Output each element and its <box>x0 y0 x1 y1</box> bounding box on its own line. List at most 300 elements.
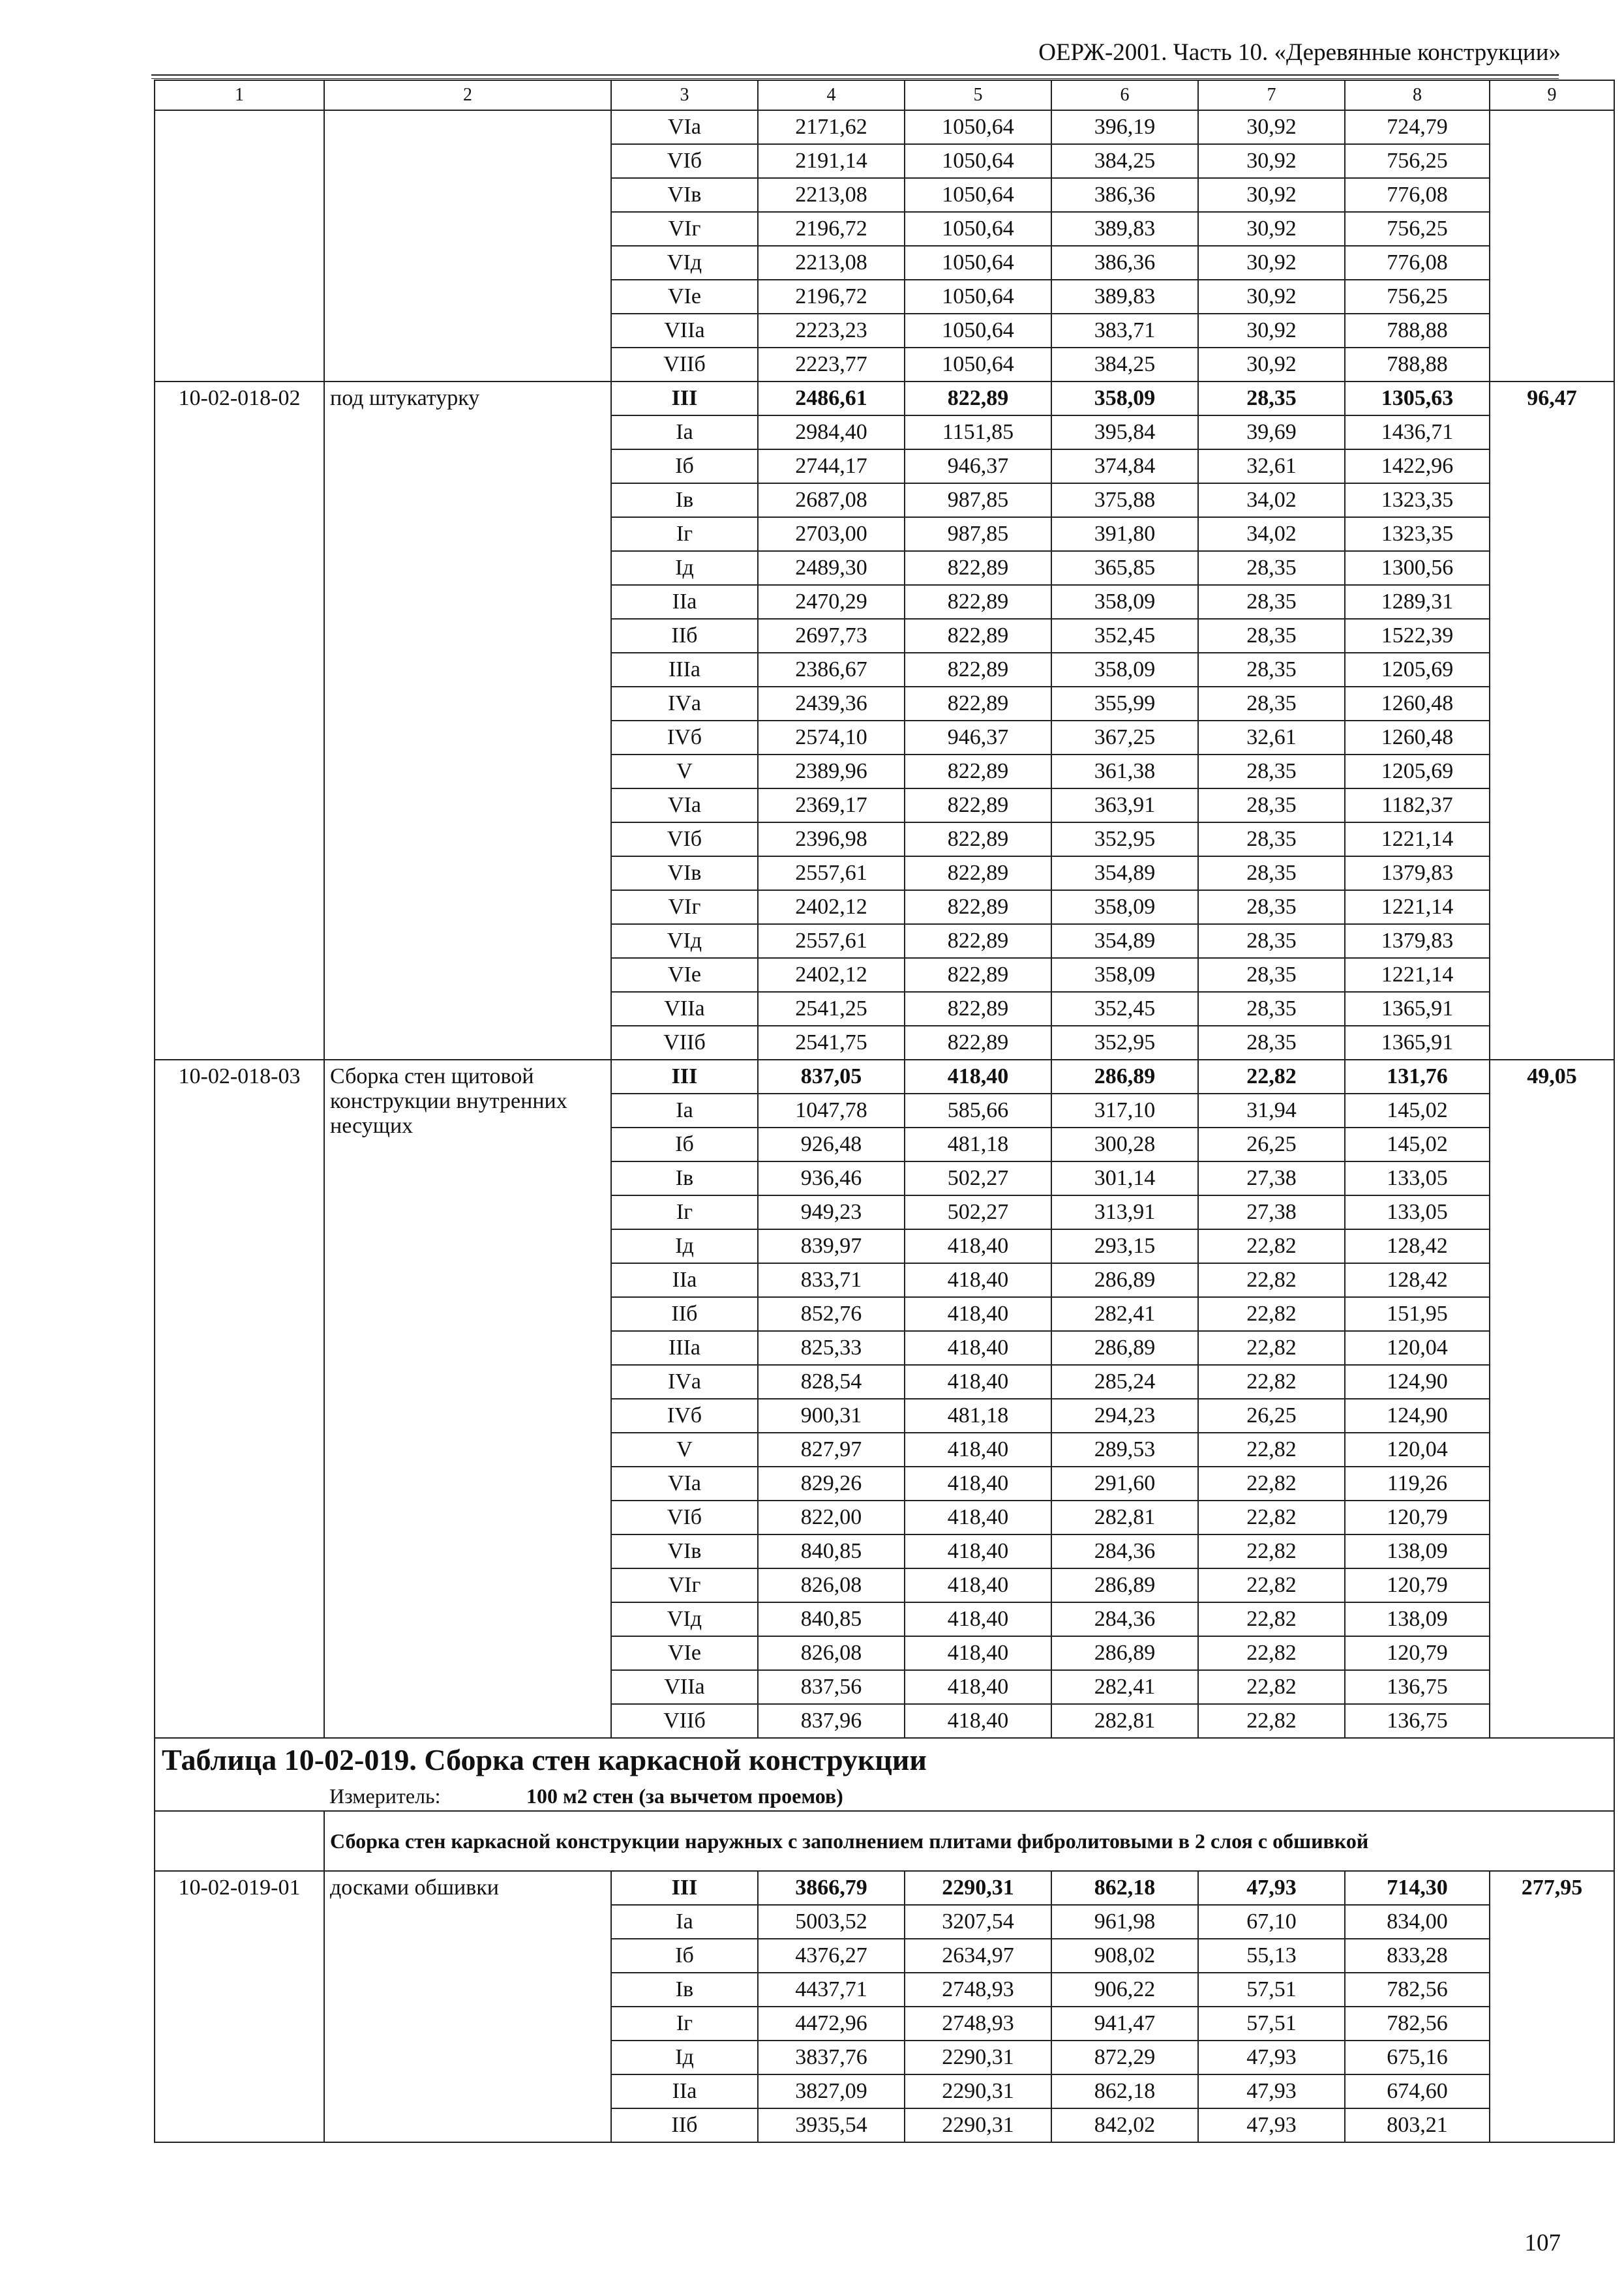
machine-cost-cell: 361,38 <box>1051 755 1198 788</box>
machine-cost-cell: 363,91 <box>1051 788 1198 822</box>
total-cost-cell: 2402,12 <box>758 958 905 992</box>
materials-cost-cell: 128,42 <box>1345 1263 1490 1297</box>
total-cost-cell: 2369,17 <box>758 788 905 822</box>
labor-cost-cell: 822,89 <box>905 755 1051 788</box>
labor-cost-cell: 822,89 <box>905 924 1051 958</box>
price-table <box>154 80 1615 2143</box>
machine-cost-cell: 286,89 <box>1051 1568 1198 1602</box>
zone-cell: Iв <box>611 1973 758 2007</box>
col9-cell: 96,47 <box>1490 382 1614 1060</box>
total-cost-cell: 2557,61 <box>758 924 905 958</box>
operator-wage-cell: 27,38 <box>1198 1161 1345 1195</box>
zone-cell: IIа <box>611 585 758 619</box>
materials-cost-cell: 1379,83 <box>1345 924 1490 958</box>
machine-cost-cell: 354,89 <box>1051 924 1198 958</box>
zone-cell: VIб <box>611 822 758 856</box>
materials-cost-cell: 1300,56 <box>1345 551 1490 585</box>
zone-cell: Iа <box>611 415 758 449</box>
zone-cell: VIг <box>611 890 758 924</box>
total-cost-cell: 826,08 <box>758 1568 905 1602</box>
col9-cell: 49,05 <box>1490 1060 1614 1738</box>
labor-cost-cell: 822,89 <box>905 890 1051 924</box>
materials-cost-cell: 119,26 <box>1345 1467 1490 1501</box>
labor-cost-cell: 418,40 <box>905 1263 1051 1297</box>
machine-cost-cell: 289,53 <box>1051 1433 1198 1467</box>
machine-cost-cell: 301,14 <box>1051 1161 1198 1195</box>
machine-cost-cell: 282,81 <box>1051 1501 1198 1534</box>
materials-cost-cell: 674,60 <box>1345 2074 1490 2108</box>
labor-cost-cell: 418,40 <box>905 1365 1051 1399</box>
zone-cell: Iб <box>611 1128 758 1161</box>
operator-wage-cell: 55,13 <box>1198 1939 1345 1973</box>
materials-cost-cell: 724,79 <box>1345 110 1490 144</box>
operator-wage-cell: 22,82 <box>1198 1060 1345 1094</box>
labor-cost-cell: 1050,64 <box>905 178 1051 212</box>
zone-cell: Iг <box>611 517 758 551</box>
zone-cell: Iд <box>611 2041 758 2074</box>
labor-cost-cell: 822,89 <box>905 992 1051 1026</box>
labor-cost-cell: 946,37 <box>905 449 1051 483</box>
zone-cell: VIIа <box>611 992 758 1026</box>
zone-cell: Iа <box>611 1905 758 1939</box>
total-cost-cell: 2196,72 <box>758 212 905 246</box>
zone-cell: Iд <box>611 551 758 585</box>
materials-cost-cell: 138,09 <box>1345 1534 1490 1568</box>
operator-wage-cell: 28,35 <box>1198 924 1345 958</box>
materials-cost-cell: 788,88 <box>1345 314 1490 348</box>
machine-cost-cell: 284,36 <box>1051 1534 1198 1568</box>
materials-cost-cell: 1379,83 <box>1345 856 1490 890</box>
machine-cost-cell: 389,83 <box>1051 280 1198 314</box>
operator-wage-cell: 30,92 <box>1198 110 1345 144</box>
machine-cost-cell: 367,25 <box>1051 721 1198 755</box>
total-cost-cell: 2541,75 <box>758 1026 905 1060</box>
labor-cost-cell: 2748,93 <box>905 1973 1051 2007</box>
operator-wage-cell: 22,82 <box>1198 1501 1345 1534</box>
labor-cost-cell: 418,40 <box>905 1229 1051 1263</box>
operator-wage-cell: 30,92 <box>1198 348 1345 382</box>
machine-cost-cell: 384,25 <box>1051 348 1198 382</box>
operator-wage-cell: 28,35 <box>1198 585 1345 619</box>
total-cost-cell: 949,23 <box>758 1195 905 1229</box>
total-cost-cell: 900,31 <box>758 1399 905 1433</box>
zone-cell: Iв <box>611 483 758 517</box>
materials-cost-cell: 1365,91 <box>1345 1026 1490 1060</box>
total-cost-cell: 828,54 <box>758 1365 905 1399</box>
total-cost-cell: 2984,40 <box>758 415 905 449</box>
total-cost-cell: 840,85 <box>758 1602 905 1636</box>
zone-cell: VIа <box>611 1467 758 1501</box>
labor-cost-cell: 502,27 <box>905 1161 1051 1195</box>
total-cost-cell: 2439,36 <box>758 687 905 721</box>
zone-cell: V <box>611 755 758 788</box>
labor-cost-cell: 418,40 <box>905 1060 1051 1094</box>
operator-wage-cell: 27,38 <box>1198 1195 1345 1229</box>
total-cost-cell: 2213,08 <box>758 246 905 280</box>
operator-wage-cell: 47,93 <box>1198 2074 1345 2108</box>
unit-row <box>155 1782 1614 1811</box>
operator-wage-cell: 28,35 <box>1198 1026 1345 1060</box>
table-row <box>155 1060 1614 1094</box>
materials-cost-cell: 1422,96 <box>1345 449 1490 483</box>
operator-wage-cell: 30,92 <box>1198 212 1345 246</box>
total-cost-cell: 829,26 <box>758 1467 905 1501</box>
machine-cost-cell: 862,18 <box>1051 1871 1198 1905</box>
operator-wage-cell: 28,35 <box>1198 382 1345 415</box>
materials-cost-cell: 675,16 <box>1345 2041 1490 2074</box>
materials-cost-cell: 136,75 <box>1345 1704 1490 1738</box>
total-cost-cell: 2196,72 <box>758 280 905 314</box>
machine-cost-cell: 365,85 <box>1051 551 1198 585</box>
zone-cell: III <box>611 1871 758 1905</box>
machine-cost-cell: 294,23 <box>1051 1399 1198 1433</box>
column-number: 8 <box>1345 80 1490 110</box>
operator-wage-cell: 39,69 <box>1198 415 1345 449</box>
machine-cost-cell: 386,36 <box>1051 246 1198 280</box>
total-cost-cell: 827,97 <box>758 1433 905 1467</box>
operator-wage-cell: 22,82 <box>1198 1229 1345 1263</box>
operator-wage-cell: 22,82 <box>1198 1568 1345 1602</box>
zone-cell: VIд <box>611 924 758 958</box>
total-cost-cell: 2541,25 <box>758 992 905 1026</box>
materials-cost-cell: 756,25 <box>1345 280 1490 314</box>
zone-cell: IIIа <box>611 653 758 687</box>
labor-cost-cell: 946,37 <box>905 721 1051 755</box>
total-cost-cell: 2574,10 <box>758 721 905 755</box>
operator-wage-cell: 22,82 <box>1198 1263 1345 1297</box>
materials-cost-cell: 145,02 <box>1345 1094 1490 1128</box>
labor-cost-cell: 822,89 <box>905 619 1051 653</box>
operator-wage-cell: 30,92 <box>1198 144 1345 178</box>
total-cost-cell: 837,96 <box>758 1704 905 1738</box>
materials-cost-cell: 834,00 <box>1345 1905 1490 1939</box>
materials-cost-cell: 1221,14 <box>1345 958 1490 992</box>
total-cost-cell: 4376,27 <box>758 1939 905 1973</box>
labor-cost-cell: 2290,31 <box>905 1871 1051 1905</box>
zone-cell: VIв <box>611 178 758 212</box>
labor-cost-cell: 418,40 <box>905 1433 1051 1467</box>
labor-cost-cell: 822,89 <box>905 382 1051 415</box>
materials-cost-cell: 1260,48 <box>1345 687 1490 721</box>
total-cost-cell: 2687,08 <box>758 483 905 517</box>
labor-cost-cell: 987,85 <box>905 517 1051 551</box>
table-subtitle: Сборка стен каркасной конструкции наружных с заполнением плитами фибролитовыми в 2 слоя с обшивкой <box>324 1811 1614 1871</box>
operator-wage-cell: 31,94 <box>1198 1094 1345 1128</box>
machine-cost-cell: 961,98 <box>1051 1905 1198 1939</box>
operator-wage-cell: 34,02 <box>1198 483 1345 517</box>
zone-cell: VIIб <box>611 1026 758 1060</box>
name-cell: под штукатурку <box>324 382 611 1060</box>
zone-cell: Iб <box>611 1939 758 1973</box>
labor-cost-cell: 822,89 <box>905 585 1051 619</box>
labor-cost-cell: 1050,64 <box>905 280 1051 314</box>
labor-cost-cell: 822,89 <box>905 856 1051 890</box>
materials-cost-cell: 145,02 <box>1345 1128 1490 1161</box>
materials-cost-cell: 120,04 <box>1345 1331 1490 1365</box>
machine-cost-cell: 282,41 <box>1051 1670 1198 1704</box>
page-number: 107 <box>1524 2230 1561 2256</box>
unit-spacer <box>155 1782 324 1811</box>
materials-cost-cell: 1221,14 <box>1345 890 1490 924</box>
machine-cost-cell: 282,41 <box>1051 1297 1198 1331</box>
zone-cell: IVб <box>611 721 758 755</box>
zone-cell: VIIб <box>611 348 758 382</box>
zone-cell: IIа <box>611 2074 758 2108</box>
total-cost-cell: 2223,23 <box>758 314 905 348</box>
total-cost-cell: 2389,96 <box>758 755 905 788</box>
name-cell: досками обшивки <box>324 1871 611 2142</box>
operator-wage-cell: 28,35 <box>1198 856 1345 890</box>
labor-cost-cell: 418,40 <box>905 1704 1051 1738</box>
zone-cell: Iд <box>611 1229 758 1263</box>
labor-cost-cell: 418,40 <box>905 1670 1051 1704</box>
column-number: 6 <box>1051 80 1198 110</box>
labor-cost-cell: 1050,64 <box>905 144 1051 178</box>
total-cost-cell: 2223,77 <box>758 348 905 382</box>
code-cell: 10-02-019-01 <box>155 1871 324 2142</box>
machine-cost-cell: 286,89 <box>1051 1060 1198 1094</box>
materials-cost-cell: 756,25 <box>1345 144 1490 178</box>
operator-wage-cell: 28,35 <box>1198 788 1345 822</box>
machine-cost-cell: 842,02 <box>1051 2108 1198 2142</box>
materials-cost-cell: 1221,14 <box>1345 822 1490 856</box>
operator-wage-cell: 32,61 <box>1198 721 1345 755</box>
zone-cell: VIг <box>611 1568 758 1602</box>
zone-cell: VIе <box>611 280 758 314</box>
machine-cost-cell: 872,29 <box>1051 2041 1198 2074</box>
code-cell: 10-02-018-02 <box>155 382 324 1060</box>
total-cost-cell: 2386,67 <box>758 653 905 687</box>
total-cost-cell: 2402,12 <box>758 890 905 924</box>
machine-cost-cell: 862,18 <box>1051 2074 1198 2108</box>
total-cost-cell: 2396,98 <box>758 822 905 856</box>
total-cost-cell: 3827,09 <box>758 2074 905 2108</box>
total-cost-cell: 2744,17 <box>758 449 905 483</box>
column-number: 3 <box>611 80 758 110</box>
materials-cost-cell: 714,30 <box>1345 1871 1490 1905</box>
zone-cell: IIб <box>611 619 758 653</box>
labor-cost-cell: 822,89 <box>905 687 1051 721</box>
total-cost-cell: 822,00 <box>758 1501 905 1534</box>
total-cost-cell: 840,85 <box>758 1534 905 1568</box>
table-title: Таблица 10-02-019. Сборка стен каркасной конструкции <box>155 1738 1614 1782</box>
total-cost-cell: 852,76 <box>758 1297 905 1331</box>
table-row <box>155 382 1614 415</box>
code-cell: 10-02-018-03 <box>155 1060 324 1738</box>
operator-wage-cell: 22,82 <box>1198 1365 1345 1399</box>
table-row <box>155 110 1614 144</box>
materials-cost-cell: 124,90 <box>1345 1365 1490 1399</box>
machine-cost-cell: 352,45 <box>1051 619 1198 653</box>
labor-cost-cell: 1050,64 <box>905 314 1051 348</box>
total-cost-cell: 2171,62 <box>758 110 905 144</box>
labor-cost-cell: 418,40 <box>905 1568 1051 1602</box>
operator-wage-cell: 22,82 <box>1198 1331 1345 1365</box>
total-cost-cell: 826,08 <box>758 1636 905 1670</box>
machine-cost-cell: 286,89 <box>1051 1331 1198 1365</box>
labor-cost-cell: 2290,31 <box>905 2108 1051 2142</box>
machine-cost-cell: 358,09 <box>1051 653 1198 687</box>
name-cell <box>324 110 611 382</box>
column-number: 2 <box>324 80 611 110</box>
labor-cost-cell: 822,89 <box>905 1026 1051 1060</box>
materials-cost-cell: 120,04 <box>1345 1433 1490 1467</box>
zone-cell: VIб <box>611 144 758 178</box>
materials-cost-cell: 1260,48 <box>1345 721 1490 755</box>
operator-wage-cell: 67,10 <box>1198 1905 1345 1939</box>
materials-cost-cell: 133,05 <box>1345 1195 1490 1229</box>
table-row <box>155 1871 1614 1905</box>
machine-cost-cell: 941,47 <box>1051 2007 1198 2041</box>
col9-cell: 277,95 <box>1490 1871 1614 2142</box>
labor-cost-cell: 2748,93 <box>905 2007 1051 2041</box>
total-cost-cell: 1047,78 <box>758 1094 905 1128</box>
labor-cost-cell: 1050,64 <box>905 348 1051 382</box>
materials-cost-cell: 1365,91 <box>1345 992 1490 1026</box>
materials-cost-cell: 782,56 <box>1345 1973 1490 2007</box>
total-cost-cell: 2703,00 <box>758 517 905 551</box>
zone-cell: IIб <box>611 2108 758 2142</box>
column-number-row <box>155 80 1614 110</box>
labor-cost-cell: 418,40 <box>905 1602 1051 1636</box>
operator-wage-cell: 30,92 <box>1198 178 1345 212</box>
materials-cost-cell: 776,08 <box>1345 178 1490 212</box>
total-cost-cell: 2470,29 <box>758 585 905 619</box>
unit-label: Измеритель: <box>329 1784 441 1808</box>
operator-wage-cell: 22,82 <box>1198 1602 1345 1636</box>
machine-cost-cell: 300,28 <box>1051 1128 1198 1161</box>
machine-cost-cell: 286,89 <box>1051 1636 1198 1670</box>
machine-cost-cell: 282,81 <box>1051 1704 1198 1738</box>
materials-cost-cell: 1205,69 <box>1345 755 1490 788</box>
machine-cost-cell: 354,89 <box>1051 856 1198 890</box>
machine-cost-cell: 285,24 <box>1051 1365 1198 1399</box>
materials-cost-cell: 124,90 <box>1345 1399 1490 1433</box>
materials-cost-cell: 120,79 <box>1345 1568 1490 1602</box>
operator-wage-cell: 22,82 <box>1198 1534 1345 1568</box>
labor-cost-cell: 822,89 <box>905 822 1051 856</box>
zone-cell: VIа <box>611 788 758 822</box>
total-cost-cell: 837,56 <box>758 1670 905 1704</box>
total-cost-cell: 926,48 <box>758 1128 905 1161</box>
zone-cell: VIа <box>611 110 758 144</box>
machine-cost-cell: 906,22 <box>1051 1973 1198 2007</box>
zone-cell: VIд <box>611 1602 758 1636</box>
machine-cost-cell: 286,89 <box>1051 1263 1198 1297</box>
running-header: ОЕРЖ-2001. Часть 10. «Деревянные конструкции» <box>1038 39 1561 66</box>
machine-cost-cell: 352,95 <box>1051 1026 1198 1060</box>
labor-cost-cell: 502,27 <box>905 1195 1051 1229</box>
materials-cost-cell: 803,21 <box>1345 2108 1490 2142</box>
machine-cost-cell: 284,36 <box>1051 1602 1198 1636</box>
operator-wage-cell: 30,92 <box>1198 314 1345 348</box>
operator-wage-cell: 22,82 <box>1198 1433 1345 1467</box>
materials-cost-cell: 133,05 <box>1345 1161 1490 1195</box>
total-cost-cell: 2213,08 <box>758 178 905 212</box>
operator-wage-cell: 22,82 <box>1198 1670 1345 1704</box>
labor-cost-cell: 1151,85 <box>905 415 1051 449</box>
machine-cost-cell: 389,83 <box>1051 212 1198 246</box>
materials-cost-cell: 138,09 <box>1345 1602 1490 1636</box>
header-rule-thin <box>151 78 1559 79</box>
zone-cell: VIв <box>611 856 758 890</box>
materials-cost-cell: 1323,35 <box>1345 483 1490 517</box>
subtitle-spacer <box>155 1811 324 1871</box>
machine-cost-cell: 291,60 <box>1051 1467 1198 1501</box>
col9-cell <box>1490 110 1614 382</box>
machine-cost-cell: 313,91 <box>1051 1195 1198 1229</box>
operator-wage-cell: 30,92 <box>1198 246 1345 280</box>
column-number: 4 <box>758 80 905 110</box>
machine-cost-cell: 358,09 <box>1051 382 1198 415</box>
total-cost-cell: 5003,52 <box>758 1905 905 1939</box>
materials-cost-cell: 1305,63 <box>1345 382 1490 415</box>
operator-wage-cell: 57,51 <box>1198 2007 1345 2041</box>
zone-cell: III <box>611 382 758 415</box>
operator-wage-cell: 22,82 <box>1198 1297 1345 1331</box>
machine-cost-cell: 374,84 <box>1051 449 1198 483</box>
zone-cell: VIIб <box>611 1704 758 1738</box>
materials-cost-cell: 128,42 <box>1345 1229 1490 1263</box>
zone-cell: VIв <box>611 1534 758 1568</box>
labor-cost-cell: 822,89 <box>905 653 1051 687</box>
zone-cell: IIб <box>611 1297 758 1331</box>
machine-cost-cell: 358,09 <box>1051 890 1198 924</box>
total-cost-cell: 837,05 <box>758 1060 905 1094</box>
labor-cost-cell: 418,40 <box>905 1636 1051 1670</box>
column-number: 1 <box>155 80 324 110</box>
materials-cost-cell: 756,25 <box>1345 212 1490 246</box>
operator-wage-cell: 47,93 <box>1198 1871 1345 1905</box>
operator-wage-cell: 57,51 <box>1198 1973 1345 2007</box>
machine-cost-cell: 386,36 <box>1051 178 1198 212</box>
labor-cost-cell: 2290,31 <box>905 2074 1051 2108</box>
table-title-row <box>155 1738 1614 1782</box>
operator-wage-cell: 28,35 <box>1198 687 1345 721</box>
machine-cost-cell: 355,99 <box>1051 687 1198 721</box>
zone-cell: Iа <box>611 1094 758 1128</box>
operator-wage-cell: 28,35 <box>1198 992 1345 1026</box>
machine-cost-cell: 908,02 <box>1051 1939 1198 1973</box>
code-cell <box>155 110 324 382</box>
header-rule <box>151 74 1559 76</box>
zone-cell: IIIа <box>611 1331 758 1365</box>
labor-cost-cell: 1050,64 <box>905 110 1051 144</box>
total-cost-cell: 2489,30 <box>758 551 905 585</box>
unit-value: 100 м2 стен (за вычетом проемов) <box>526 1784 843 1808</box>
total-cost-cell: 3935,54 <box>758 2108 905 2142</box>
labor-cost-cell: 1050,64 <box>905 246 1051 280</box>
operator-wage-cell: 28,35 <box>1198 890 1345 924</box>
total-cost-cell: 3866,79 <box>758 1871 905 1905</box>
column-number: 7 <box>1198 80 1345 110</box>
labor-cost-cell: 987,85 <box>905 483 1051 517</box>
total-cost-cell: 936,46 <box>758 1161 905 1195</box>
unit-cell <box>324 1782 1614 1811</box>
labor-cost-cell: 418,40 <box>905 1534 1051 1568</box>
materials-cost-cell: 131,76 <box>1345 1060 1490 1094</box>
zone-cell: IIа <box>611 1263 758 1297</box>
materials-cost-cell: 1323,35 <box>1345 517 1490 551</box>
materials-cost-cell: 833,28 <box>1345 1939 1490 1973</box>
total-cost-cell: 2191,14 <box>758 144 905 178</box>
zone-cell: V <box>611 1433 758 1467</box>
labor-cost-cell: 585,66 <box>905 1094 1051 1128</box>
zone-cell: VIд <box>611 246 758 280</box>
total-cost-cell: 3837,76 <box>758 2041 905 2074</box>
materials-cost-cell: 782,56 <box>1345 2007 1490 2041</box>
zone-cell: III <box>611 1060 758 1094</box>
